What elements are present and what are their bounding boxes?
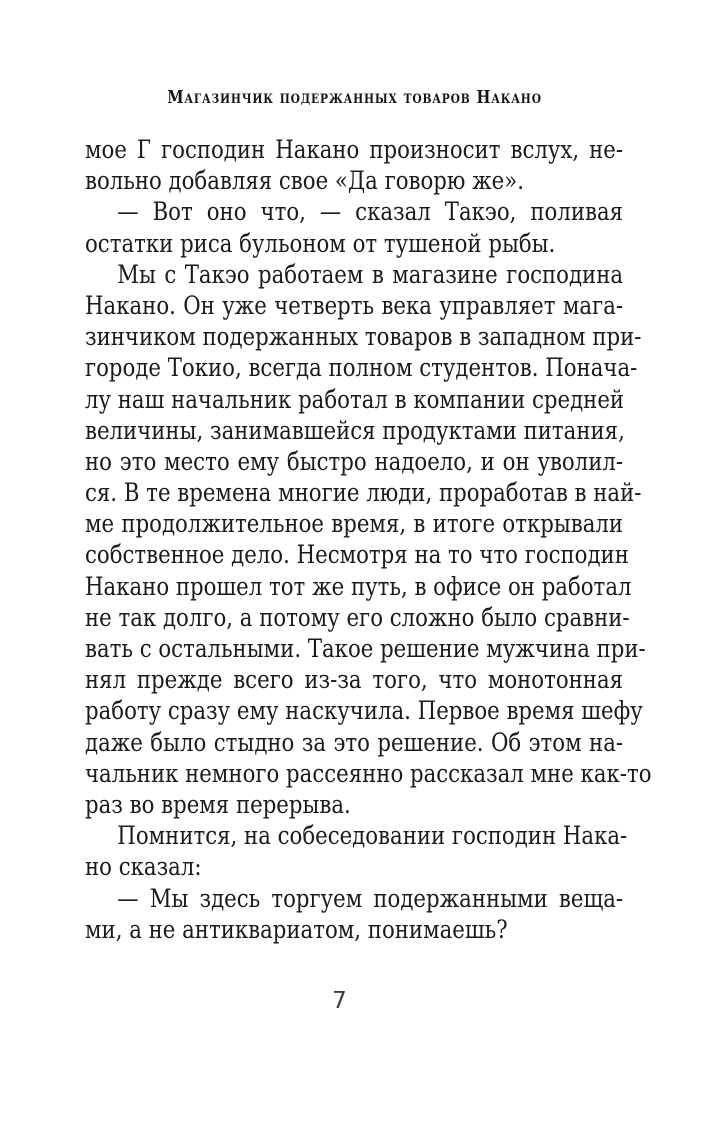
text-line: — Вот оно что, — сказал Такэо, поливая xyxy=(117,197,624,227)
text-line: мое Г господин Накано произносит вслух, не- xyxy=(85,135,624,164)
text-line: зинчиком подержанных товаров в западном при- xyxy=(85,322,642,352)
text-line: ми, а не антиквариатом, понимаешь? xyxy=(85,914,508,944)
text-line: даже было стыдно за это решение. Об этом на- xyxy=(85,727,624,757)
text-line: Помнится, на собеседовании господин Нака- xyxy=(117,821,628,851)
page-number: 7 xyxy=(332,988,347,1014)
text-line: — Мы здесь торгуем подержанными веща- xyxy=(117,883,624,913)
text-line: чальник немного рассеянно рассказал мне как-то xyxy=(85,758,652,788)
text-line: собственное дело. Несмотря на то что господин xyxy=(85,540,629,570)
text-line: Мы с Такэо работаем в магазине господина xyxy=(117,259,624,289)
text-line: городе Токио, всегда полном студентов. Понача- xyxy=(85,353,638,383)
text-line: ся. В те времена многие люди, проработав в най- xyxy=(85,478,642,508)
running-title: Магазинчик подержанных товаров Накано xyxy=(167,87,542,108)
text-line: вать с остальными. Такое решение мужчина при- xyxy=(85,634,646,663)
body-text xyxy=(85,134,652,945)
text-line: величины, занимавшейся продуктами питания, xyxy=(85,415,625,445)
text-line: но сказал: xyxy=(85,852,202,882)
text-line: Накано. Он уже четверть века управляет мага- xyxy=(85,290,624,320)
text-line: работу сразу ему наскучила. Первое время шефу xyxy=(85,696,643,726)
text-line: лу наш начальник работал в компании средней xyxy=(85,384,625,414)
text-line: раз во время перерыва. xyxy=(85,789,351,819)
text-line: не так долго, а потому его сложно было сравни- xyxy=(85,602,630,632)
text-line: остатки риса бульоном от тушеной рыбы. xyxy=(85,228,556,258)
text-line: вольно добавляя свое «Да говорю же». xyxy=(85,166,525,196)
text-line: Накано прошел тот же путь, в офисе он работал xyxy=(85,571,632,601)
text-line: нял прежде всего из-за того, что монотонная xyxy=(85,665,624,695)
text-line: ме продолжительное время, в итоге открывали xyxy=(85,509,624,539)
text-line: но это место ему быстро надоело, и он уволил- xyxy=(85,446,624,476)
